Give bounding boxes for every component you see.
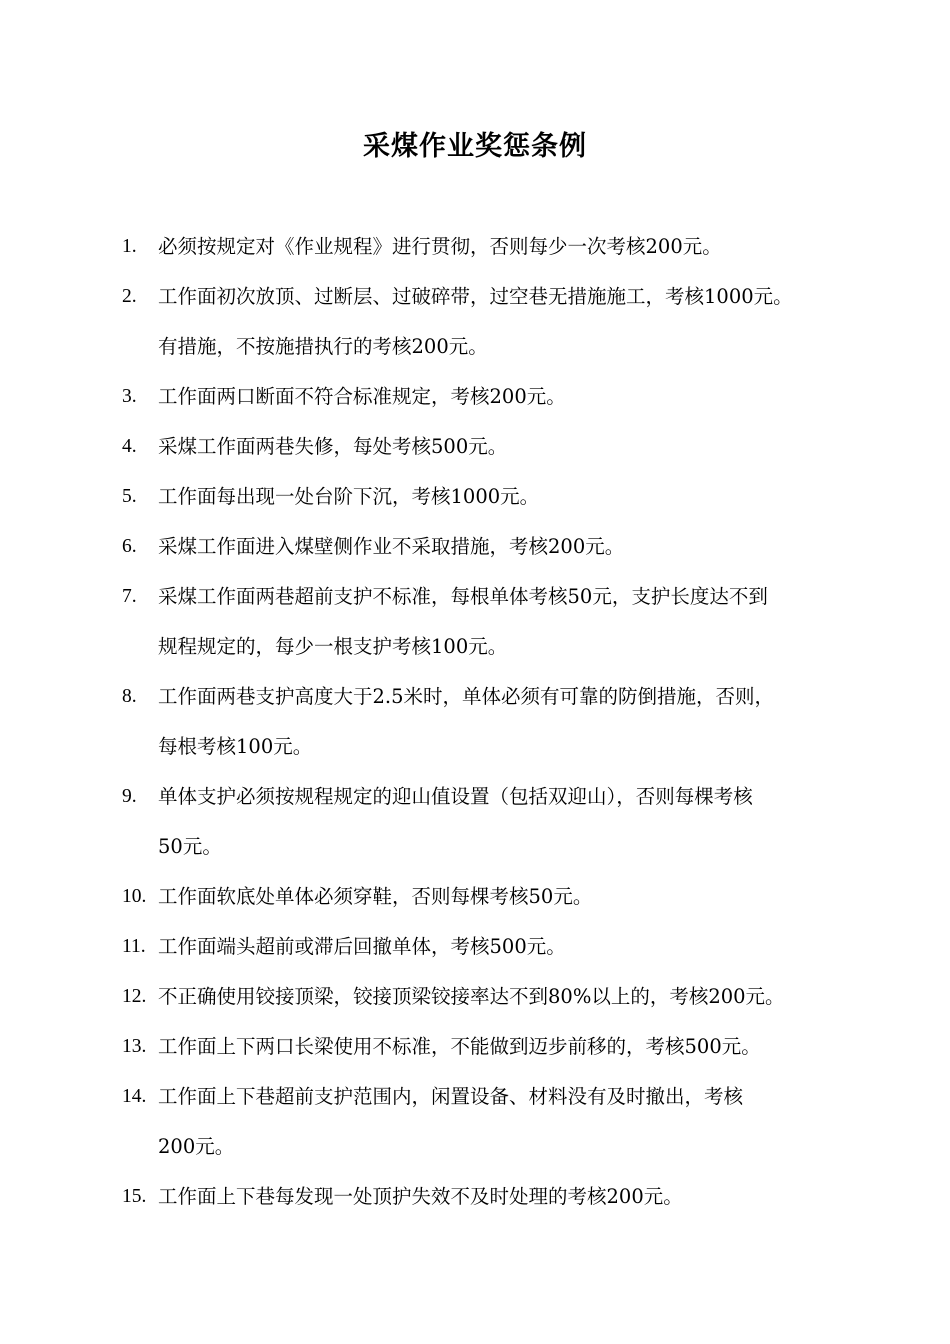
item-number: 14. [122,1086,147,1107]
item-text-continuation: 有措施，不按施措执行的考核200元。 [158,335,488,358]
list-item [122,472,882,522]
item-number: 4. [122,436,137,457]
item-number: 5. [122,486,137,507]
item-text: 采煤工作面两巷超前支护不标准，每根单体考核50元，支护长度达不到 [158,585,768,608]
item-text-continuation: 200元。 [158,1135,235,1158]
item-number: 6. [122,536,137,557]
item-text: 工作面软底处单体必须穿鞋，否则每棵考核50元。 [158,885,593,908]
item-text-continuation: 50元。 [158,835,222,858]
list-item [122,772,882,872]
item-number: 7. [122,586,137,607]
item-number: 13. [122,1036,147,1057]
item-text-continuation: 每根考核100元。 [158,735,313,758]
item-text: 工作面初次放顶、过断层、过破碎带，过空巷无措施施工，考核1000元。 [158,285,793,308]
list-item [122,522,882,572]
item-number: 15. [122,1186,147,1207]
item-text: 采煤工作面进入煤壁侧作业不采取措施，考核200元。 [158,535,625,558]
list-item [122,1072,882,1172]
item-text: 采煤工作面两巷失修，每处考核500元。 [158,435,508,458]
document-title: 采煤作业奖惩条例 [363,131,587,162]
item-text: 工作面上下巷超前支护范围内，闲置设备、材料没有及时撤出，考核 [158,1085,744,1108]
list-item [122,1172,882,1222]
item-text: 单体支护必须按规程规定的迎山值设置（包括双迎山），否则每棵考核 [158,785,753,808]
list-item [122,672,882,772]
item-number: 10. [122,886,147,907]
list-item [122,1022,882,1072]
item-text-continuation: 规程规定的，每少一根支护考核100元。 [158,635,508,658]
item-text: 工作面上下巷每发现一处顶护失效不及时处理的考核200元。 [158,1185,683,1208]
list-item [122,572,882,672]
list-item [122,372,882,422]
item-number: 3. [122,386,137,407]
item-text: 工作面两巷支护高度大于2.5米时，单体必须有可靠的防倒措施，否则， [158,685,775,708]
list-item [122,222,882,272]
item-text: 不正确使用铰接顶梁，铰接顶梁铰接率达不到80%以上的，考核200元。 [158,985,785,1008]
list-item [122,972,882,1022]
item-text: 工作面两口断面不符合标准规定，考核200元。 [158,385,566,408]
item-number: 1. [122,236,137,257]
item-number: 2. [122,286,137,307]
item-number: 12. [122,986,147,1007]
list-item [122,922,882,972]
rules-list [122,222,882,1222]
item-text: 必须按规定对《作业规程》进行贯彻，否则每少一次考核200元。 [158,235,722,258]
item-text: 工作面端头超前或滞后回撤单体，考核500元。 [158,935,566,958]
item-number: 11. [122,936,146,957]
list-item [122,272,882,372]
item-number: 9. [122,786,137,807]
item-number: 8. [122,686,137,707]
list-item [122,422,882,472]
list-item [122,872,882,922]
item-text: 工作面每出现一处台阶下沉，考核1000元。 [158,485,540,508]
item-text: 工作面上下两口长梁使用不标准，不能做到迈步前移的，考核500元。 [158,1035,761,1058]
